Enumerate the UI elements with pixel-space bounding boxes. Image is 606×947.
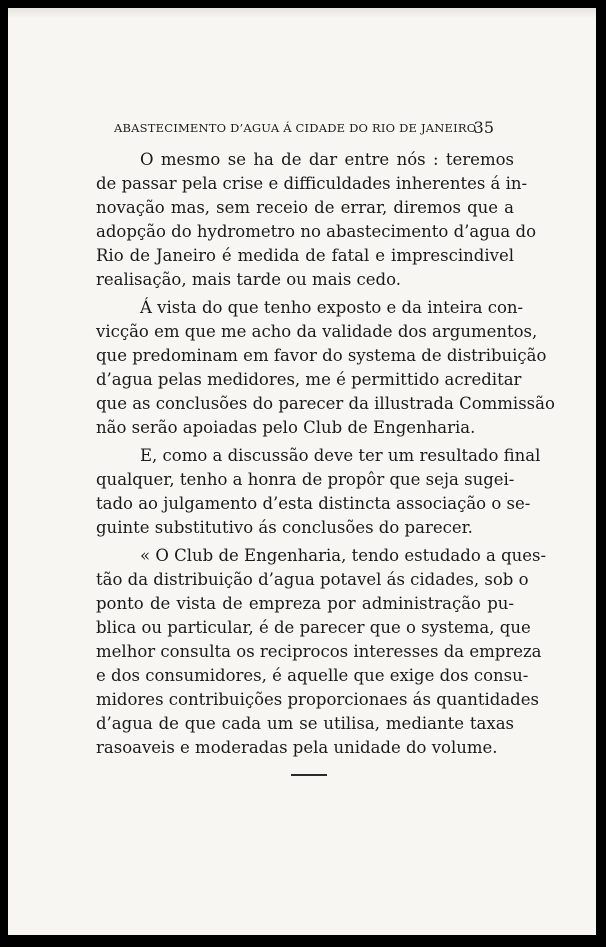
- text-line: vicção em que me acho da validade dos argumentos,: [96, 322, 538, 341]
- section-divider: [291, 774, 327, 776]
- text-line: O mesmo se ha de dar entre nós : teremos: [140, 150, 514, 169]
- text-line: tado ao julgamento d’esta distincta associação o se-: [96, 494, 531, 513]
- text-line: adopção do hydrometro no abastecimento d’agua do: [96, 222, 537, 241]
- text-line: E, como a discussão deve ter um resultado final: [140, 446, 541, 465]
- text-line: blica ou particular, é de parecer que o systema, que: [96, 618, 531, 637]
- body-text: [96, 148, 555, 760]
- text-line: realisação, mais tarde ou mais cedo.: [96, 270, 401, 289]
- text-line: que predominam em favor do systema de distribuição: [96, 346, 547, 365]
- text-line: midores contribuições proporcionaes ás quantidades: [96, 690, 539, 709]
- text-line: Rio de Janeiro é medida de fatal e imprescindivel: [96, 246, 514, 265]
- text-line: d’agua pelas medidores, me é permittido acreditar: [96, 370, 522, 389]
- running-head-title: ABASTECIMENTO D’AGUA Á CIDADE DO RIO DE JANEIRO: [114, 121, 477, 135]
- text-line: melhor consulta os reciprocos interesses da empreza: [96, 642, 542, 661]
- text-line: tão da distribuição d’agua potavel ás cidades, sob o: [96, 570, 529, 589]
- book-page: [8, 8, 596, 935]
- text-line: « O Club de Engenharia, tendo estudado a ques-: [140, 546, 547, 565]
- text-line: ponto de vista de empreza por administração pu-: [96, 594, 514, 613]
- scan-edge: [8, 8, 596, 18]
- text-line: novação mas, sem receio de errar, diremos que a: [96, 198, 514, 217]
- text-line: Á vista do que tenho exposto e da inteira con-: [140, 298, 524, 317]
- text-line: não serão apoiadas pelo Club de Engenharia.: [96, 418, 476, 437]
- text-line: e dos consumidores, é aquelle que exige dos consu-: [96, 666, 529, 685]
- text-line: d’agua de que cada um se utilisa, mediante taxas: [96, 714, 514, 733]
- text-line: de passar pela crise e difficuldades inherentes á in-: [96, 174, 528, 193]
- text-line: qualquer, tenho a honra de propôr que seja sugei-: [96, 470, 515, 489]
- text-line: rasoaveis e moderadas pela unidade do volume.: [96, 738, 498, 757]
- page-number: 35: [473, 118, 494, 137]
- text-line: que as conclusões do parecer da illustrada Commissão: [96, 394, 555, 413]
- text-line: guinte substitutivo ás conclusões do parecer.: [96, 518, 473, 537]
- running-head: [114, 118, 494, 140]
